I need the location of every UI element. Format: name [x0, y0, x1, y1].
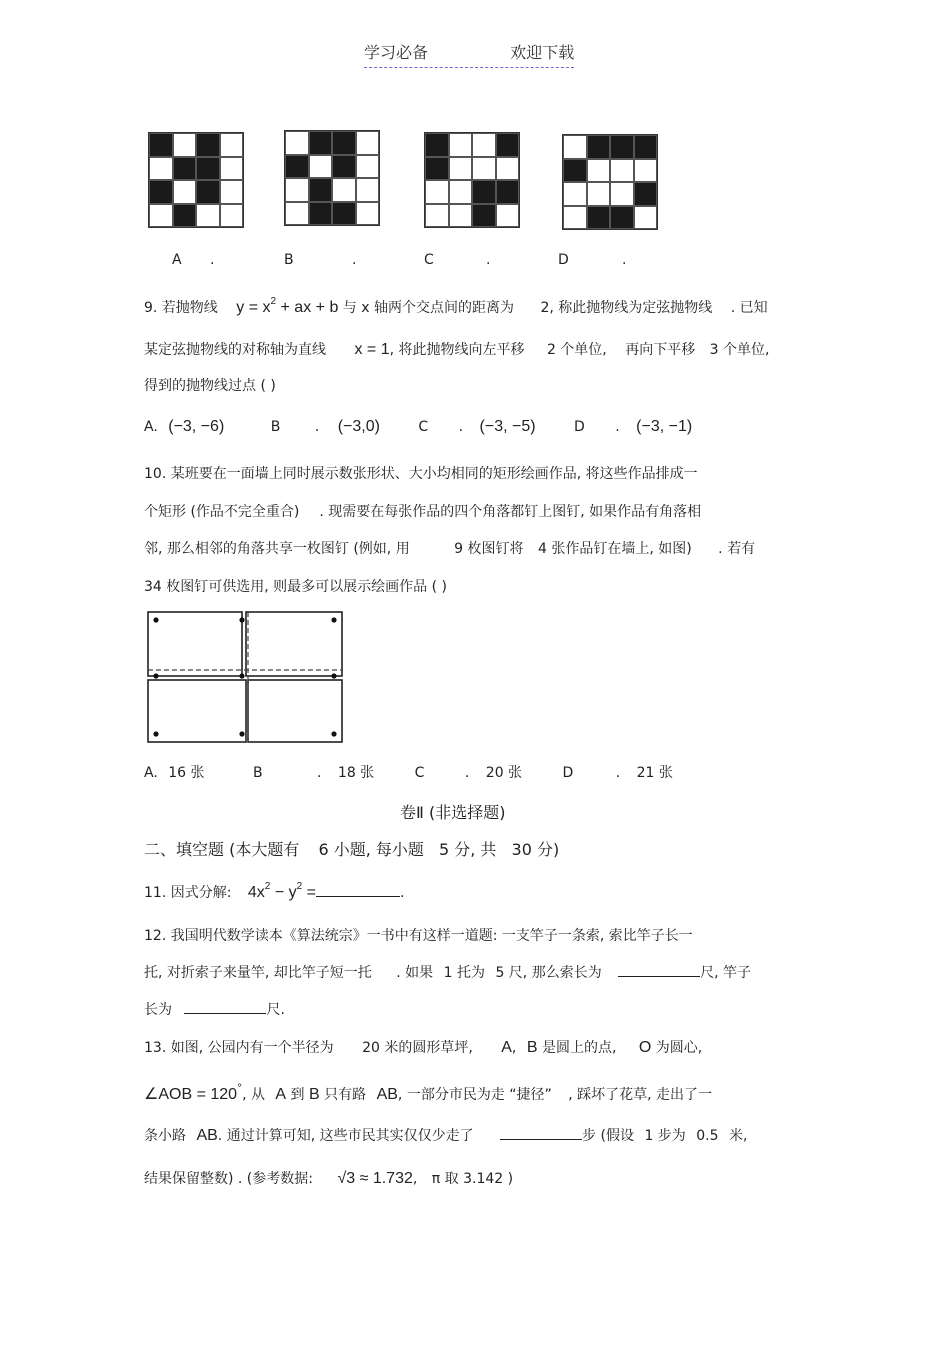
grid-cell-white [309, 155, 333, 179]
grid-cell-black [309, 178, 333, 202]
grid-cell-white [220, 204, 244, 228]
q8-option-d-dot: . [622, 252, 627, 268]
grid-cell-white [496, 204, 520, 228]
q12-line2: 托, 对折索子来量竿, 却比竿子短一托 . 如果 1 托为 5 尺, 那么索长为 尺, 竿子 [144, 962, 751, 982]
grid-cell-black [173, 204, 197, 228]
grid-cell-black [587, 135, 611, 159]
q8-grid-b [284, 130, 380, 226]
grid-cell-white [285, 202, 309, 226]
q13-line2: ∠AOB = 120°, 从 A 到 B 只有路 AB, 一部分市民为走 “捷径” , 踩坏了花草, 走出了一 [144, 1083, 713, 1103]
grid-cell-white [472, 157, 496, 181]
grid-cell-black [285, 155, 309, 179]
grid-cell-white [220, 157, 244, 181]
header-right: 欢迎下载 [510, 43, 575, 62]
grid-cell-black [196, 180, 220, 204]
grid-cell-white [173, 180, 197, 204]
grid-cell-black [563, 159, 587, 183]
grid-cell-white [449, 157, 473, 181]
q9-line3: 得到的抛物线过点 ( ) [144, 378, 276, 394]
grid-cell-white [356, 178, 380, 202]
grid-cell-black [196, 157, 220, 181]
q9-line1: 9. 若抛物线 $y = x^2$ + ax + b 与 x 轴两个交点间的距离为 2, 称此抛物线为定弦抛物线 . 已知 [144, 296, 768, 316]
q13-line1: 13. 如图, 公园内有一个半径为 20 米的圆形草坪, A, B 是圆上的点, O 为圆心, [144, 1039, 703, 1056]
grid-cell-white [285, 178, 309, 202]
q9-line2: 某定弦抛物线的对称轴为直线 x = 1, 将此抛物线向左平移 2 个单位, 再向下平移 3 个单位, [144, 341, 770, 358]
q11-answer-blank[interactable] [316, 882, 400, 897]
grid-cell-white [563, 182, 587, 206]
grid-cell-white [449, 204, 473, 228]
grid-cell-white [425, 204, 449, 228]
grid-cell-white [356, 155, 380, 179]
grid-cell-white [220, 133, 244, 157]
grid-cell-white [587, 159, 611, 183]
q10-line4: 34 枚图钉可供选用, 则最多可以展示绘画作品 ( ) [144, 579, 447, 595]
grid-cell-white [196, 204, 220, 228]
q8-option-d: D [558, 252, 569, 268]
q8-option-a: A [172, 252, 182, 268]
q11: 11. 因式分解: $4x^2 - y^2$ = . [144, 881, 405, 901]
q10-options: A. 16 张 B . 18 张 C . 20 张 D . 21 张 [144, 765, 673, 781]
grid-cell-white [356, 131, 380, 155]
grid-cell-white [173, 133, 197, 157]
grid-cell-black [332, 202, 356, 226]
grid-cell-black [610, 135, 634, 159]
grid-cell-black [472, 180, 496, 204]
grid-cell-black [610, 206, 634, 230]
grid-cell-white [449, 180, 473, 204]
grid-cell-white [149, 204, 173, 228]
grid-cell-black [332, 155, 356, 179]
grid-cell-black [173, 157, 197, 181]
q13-line3: 条小路 AB. 通过计算可知, 这些市民其实仅仅少走了 步 (假设 1 步为 0.5 米, [144, 1127, 748, 1144]
grid-cell-white [472, 133, 496, 157]
grid-cell-black [149, 133, 173, 157]
grid-cell-black [309, 202, 333, 226]
grid-cell-black [332, 131, 356, 155]
grid-cell-white [425, 180, 449, 204]
grid-cell-white [149, 157, 173, 181]
q13-line4: 结果保留整数) . (参考数据: √3 ≈ 1.732, π 取 3.142 ) [144, 1170, 514, 1187]
page-header [364, 40, 574, 68]
grid-cell-white [356, 202, 380, 226]
q12-line1: 12. 我国明代数学读本《算法统宗》一书中有这样一道题: 一支竿子一条索, 索比竿子长一 [144, 928, 693, 944]
grid-cell-black [149, 180, 173, 204]
q8-option-c: C [424, 252, 434, 268]
q10-line2: 个矩形 (作品不完全重合) . 现需要在每张作品的四个角落都钉上图钉, 如果作品有角落相 [144, 504, 702, 520]
grid-cell-white [587, 182, 611, 206]
grid-cell-white [563, 135, 587, 159]
grid-cell-white [496, 157, 520, 181]
q12-pole-blank[interactable] [184, 999, 266, 1014]
q8-grid-c [424, 132, 520, 228]
q9-options: A. (−3, −6) B . (−3,0) C . (−3, −5) D . (−3, −1) [144, 418, 693, 435]
q10-line1: 10. 某班要在一面墙上同时展示数张形状、大小均相同的矩形绘画作品, 将这些作品排成一 [144, 466, 698, 482]
grid-cell-black [496, 133, 520, 157]
q8-option-b-dot: . [352, 252, 357, 268]
grid-cell-black [634, 135, 658, 159]
grid-cell-white [220, 180, 244, 204]
grid-cell-black [496, 180, 520, 204]
part2-title: 卷Ⅱ (非选择题) [400, 803, 506, 822]
grid-cell-black [634, 182, 658, 206]
grid-cell-black [309, 131, 333, 155]
grid-cell-white [610, 159, 634, 183]
q8-option-a-dot: . [210, 252, 215, 268]
q13-answer-blank[interactable] [500, 1125, 582, 1140]
q12-rope-blank[interactable] [618, 962, 700, 977]
grid-cell-black [425, 133, 449, 157]
q12-line3: 长为 尺. [144, 999, 285, 1019]
grid-cell-white [449, 133, 473, 157]
grid-cell-black [425, 157, 449, 181]
grid-cell-white [610, 182, 634, 206]
grid-cell-white [285, 131, 309, 155]
q10-line3: 邻, 那么相邻的角落共享一枚图钉 (例如, 用 9 枚图钉将 4 张作品钉在墙上, 如图) . 若有 [144, 541, 756, 557]
section2-heading: 二、填空题 (本大题有 6 小题, 每小题 5 分, 共 30 分) [144, 840, 560, 859]
grid-cell-white [563, 206, 587, 230]
q10-figure [146, 610, 346, 746]
grid-cell-black [587, 206, 611, 230]
grid-cell-black [472, 204, 496, 228]
grid-cell-white [634, 159, 658, 183]
q8-option-c-dot: . [486, 252, 491, 268]
grid-cell-white [634, 206, 658, 230]
header-left: 学习必备 [364, 43, 429, 62]
q8-grid-a [148, 132, 244, 228]
q8-grid-d [562, 134, 658, 230]
grid-cell-white [332, 178, 356, 202]
q8-option-b: B [284, 252, 294, 268]
grid-cell-black [196, 133, 220, 157]
